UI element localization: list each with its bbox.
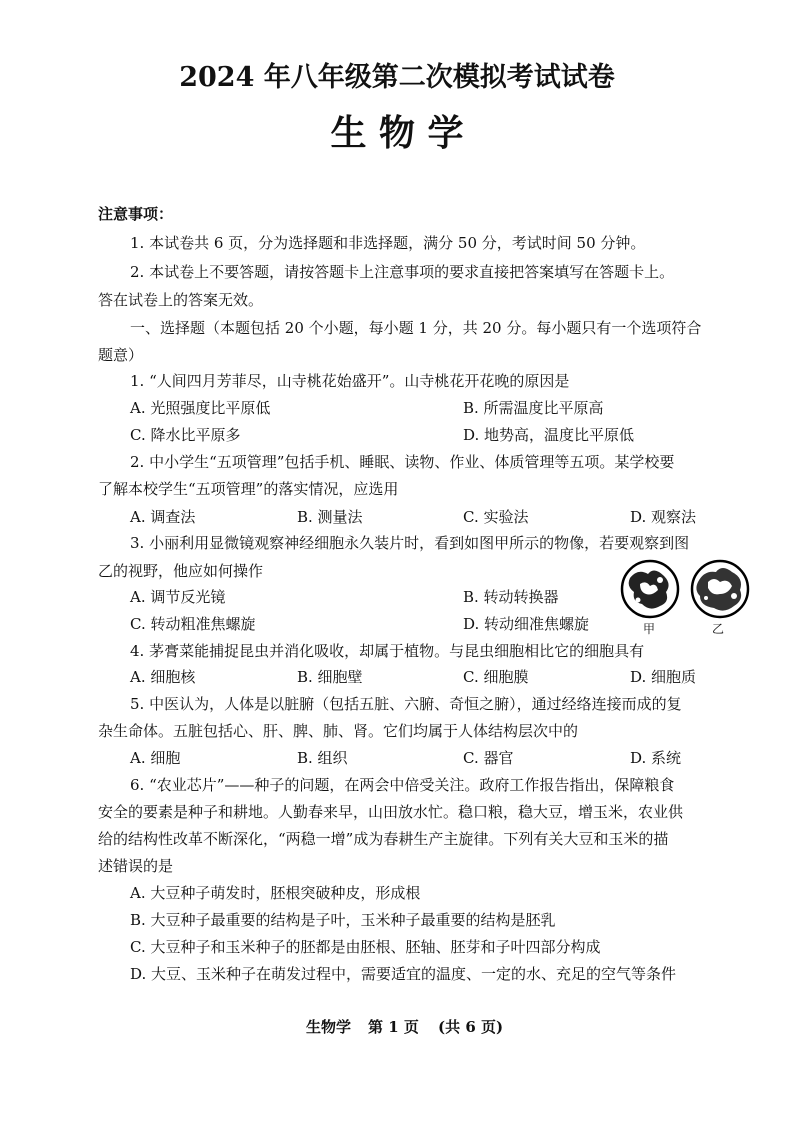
question-1-option-d: D. 地势高，温度比平原低 [463,426,635,444]
question-5-option-d: D. 系统 [630,749,682,767]
subject-title: 生 物 学 [330,112,464,154]
question-3-stem-cont: 乙的视野，他应如何操作 [98,562,264,580]
question-1-option-b: B. 所需温度比平原高 [463,399,604,417]
question-6-option-c: C. 大豆种子和玉米种子的胚都是由胚根、胚轴、胚芽和子叶四部分构成 [130,938,601,956]
question-6-option-a: A. 大豆种子萌发时，胚根突破种皮，形成根 [130,884,421,902]
question-1-stem: 1. “人间四月芳菲尽，山寺桃花始盛开”。山寺桃花开花晚的原因是 [130,372,570,390]
section-heading: 一、选择题（本题包括 20 个小题，每小题 1 分，共 20 分。每小题只有一个选项符合 [130,319,702,337]
exam-title: 2024 年八年级第二次模拟考试试卷 [179,62,615,93]
question-4-option-a: A. 细胞核 [130,668,196,686]
question-3-option-c: C. 转动粗准焦螺旋 [130,615,256,633]
figure-label-a: 甲 [643,622,656,636]
question-2-option-c: C. 实验法 [463,508,529,526]
question-5-option-a: A. 细胞 [130,749,181,767]
question-5-option-c: C. 器官 [463,749,514,767]
question-2-stem-cont: 了解本校学生“五项管理”的落实情况，应选用 [98,480,399,498]
question-3-option-d: D. 转动细准焦螺旋 [463,615,590,633]
question-2-stem: 2. 中小学生“五项管理”包括手机、睡眠、读物、作业、体质管理等五项。某学校要 [130,453,675,471]
notice-heading: 注意事项： [98,205,174,223]
question-5-stem: 5. 中医认为，人体是以脏腑（包括五脏、六腑、奇恒之腑），通过经络连接而成的复 [130,695,682,713]
section-heading-cont: 题意） [98,346,144,364]
notice-item-2-cont: 答在试卷上的答案无效。 [98,291,264,309]
question-3-option-a: A. 调节反光镜 [130,588,226,606]
question-6-option-d: D. 大豆、玉米种子在萌发过程中，需要适宜的温度、一定的水、充足的空气等条件 [130,965,677,983]
question-4-option-d: D. 细胞质 [630,668,697,686]
question-4-option-c: C. 细胞膜 [463,668,529,686]
question-1-option-c: C. 降水比平原多 [130,426,241,444]
footer-subject: 生物学 [306,1018,352,1036]
question-2-option-b: B. 测量法 [297,508,363,526]
question-3-stem: 3. 小丽利用显微镜观察神经细胞永久装片时，看到如图甲所示的物像，若要观察到图 [130,534,690,552]
question-4-stem: 4. 茅膏菜能捕捉昆虫并消化吸收，却属于植物。与昆虫细胞相比它的细胞具有 [130,642,645,660]
question-6-stem: 6. “农业芯片”——种子的问题，在两会中倍受关注。政府工作报告指出，保障粮食 [130,776,675,794]
question-1-option-a: A. 光照强度比平原低 [130,399,271,417]
question-6-stem-cont-1: 安全的要素是种子和耕地。人勤春来早，山田放水忙。稳口粮，稳大豆，增玉米，农业供 [98,803,684,821]
question-6-option-b: B. 大豆种子最重要的结构是子叶，玉米种子最重要的结构是胚乳 [130,911,556,929]
question-5-stem-cont: 杂生命体。五脏包括心、肝、脾、肺、肾。它们均属于人体结构层次中的 [98,722,579,740]
question-4-option-b: B. 细胞壁 [297,668,363,686]
question-2-option-a: A. 调查法 [130,508,196,526]
question-6-stem-cont-3: 述错误的是 [98,857,174,875]
figure-label-b: 乙 [712,622,725,636]
notice-item-2: 2. 本试卷上不要答题，请按答题卡上注意事项的要求直接把答案填写在答题卡上。 [130,263,675,281]
microscope-view-b [690,558,750,620]
footer-total: (共 6 页) [438,1018,504,1036]
microscope-view-a [620,558,680,620]
question-6-stem-cont-2: 给的结构性改革不断深化，“两稳一增”成为春耕生产主旋律。下列有关大豆和玉米的描 [98,830,669,848]
footer-page: 第 1 页 [368,1018,419,1036]
notice-item-1: 1. 本试卷共 6 页，分为选择题和非选择题，满分 50 分，考试时间 50 分钟。 [130,234,646,252]
question-5-option-b: B. 组织 [297,749,348,767]
question-3-option-b: B. 转动转换器 [463,588,559,606]
question-2-option-d: D. 观察法 [630,508,697,526]
